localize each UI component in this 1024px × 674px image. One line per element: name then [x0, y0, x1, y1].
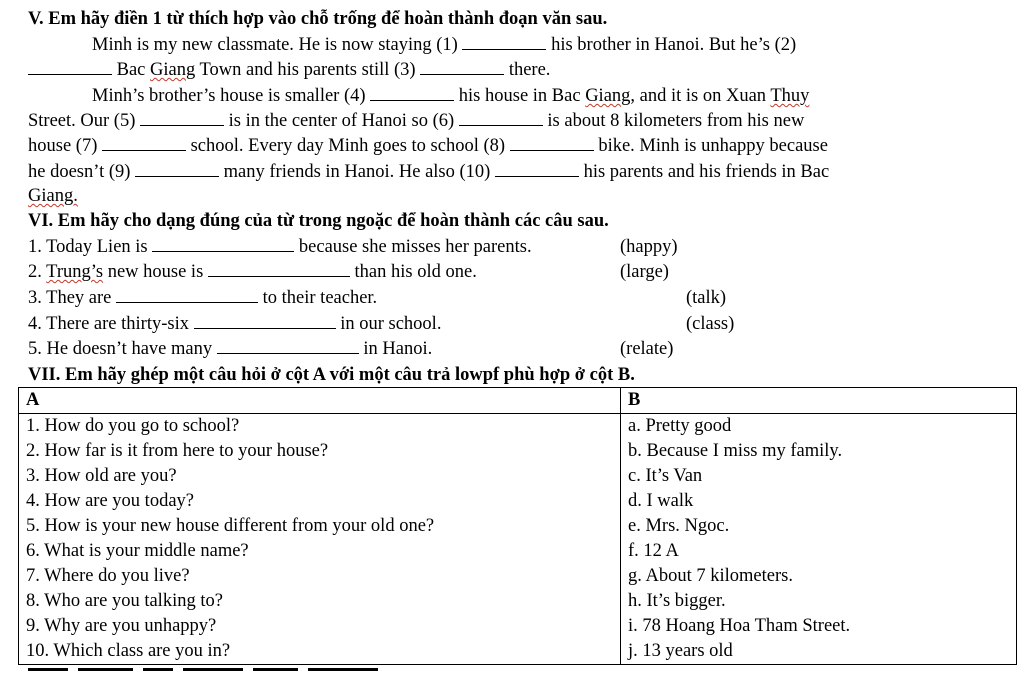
- word-hint-2: (large): [620, 262, 669, 282]
- paragraph-line-6: [28, 160, 829, 184]
- table-row: [19, 639, 1017, 665]
- question-cell: 3. How old are you?: [19, 464, 621, 489]
- table-row: [19, 589, 1017, 614]
- table-row: [19, 439, 1017, 464]
- answer-cell: j. 13 years old: [621, 639, 1017, 665]
- text: Giang: [150, 60, 196, 80]
- text: Minh’s brother’s house is smaller (4): [92, 86, 366, 106]
- text: 1. Today Lien is: [28, 237, 148, 257]
- text: 3. They are: [28, 288, 112, 308]
- blank-10[interactable]: [495, 160, 579, 177]
- text: is in the center of Hanoi so (6): [228, 111, 455, 131]
- table-row: [19, 564, 1017, 589]
- table-row: [19, 464, 1017, 489]
- paragraph-line-4: [28, 109, 804, 133]
- text: Minh is my new classmate. He is now staying (1): [92, 35, 458, 55]
- text: to their teacher.: [262, 288, 378, 308]
- table-row: [19, 414, 1017, 440]
- answer-cell: d. I walk: [621, 489, 1017, 514]
- paragraph-line-1: [92, 33, 796, 57]
- word-hint-4: (class): [686, 314, 735, 334]
- answer-blank-1[interactable]: [152, 235, 294, 252]
- answer-cell: g. About 7 kilometers.: [621, 564, 1017, 589]
- section-5-title: V. Em hãy điền 1 từ thích hợp vào chỗ trống để hoàn thành đoạn văn sau.: [28, 9, 608, 29]
- text: his house in Bac: [458, 86, 586, 106]
- word-hint-1: (happy): [620, 237, 678, 257]
- text: new house is: [103, 262, 204, 282]
- answer-blank-5[interactable]: [217, 337, 359, 354]
- answer-cell: e. Mrs. Ngoc.: [621, 514, 1017, 539]
- text: his parents and his friends in Bac: [583, 162, 830, 182]
- question-cell: 7. Where do you live?: [19, 564, 621, 589]
- answer-cell: a. Pretty good: [621, 414, 1017, 440]
- text: he doesn’t (9): [28, 162, 131, 182]
- text: Trung’s: [46, 262, 104, 282]
- question-cell: 1. How do you go to school?: [19, 414, 621, 440]
- text: Giang: [585, 86, 631, 106]
- blank-6[interactable]: [459, 109, 543, 126]
- word-hint-3: (talk): [686, 288, 727, 308]
- table-row: [19, 614, 1017, 639]
- column-a-header: A: [19, 388, 621, 414]
- blank-3[interactable]: [420, 58, 504, 75]
- matching-table: [18, 387, 1017, 665]
- blank-8[interactable]: [510, 134, 594, 151]
- text: is about 8 kilometers from his new: [547, 111, 805, 131]
- column-b-header: B: [621, 388, 1017, 414]
- text: 2.: [28, 262, 47, 282]
- text: 4. There are thirty-six: [28, 314, 189, 334]
- text: many friends in Hanoi. He also (10): [223, 162, 491, 182]
- question-cell: 5. How is your new house different from your old one?: [19, 514, 621, 539]
- blank-5[interactable]: [140, 109, 224, 126]
- paragraph-line-3: [92, 84, 809, 108]
- question-cell: 4. How are you today?: [19, 489, 621, 514]
- answer-cell: f. 12 A: [621, 539, 1017, 564]
- text: school. Every day Minh goes to school (8): [190, 136, 506, 156]
- section-6-title: VI. Em hãy cho dạng đúng của từ trong ngoặc để hoàn thành các câu sau.: [28, 211, 609, 231]
- text: Street. Our (5): [28, 111, 136, 131]
- blank-2[interactable]: [28, 58, 112, 75]
- text: bike. Minh is unhappy because: [598, 136, 828, 156]
- cut-off-next-line: [28, 668, 428, 674]
- text: , and it is on Xuan: [630, 86, 771, 106]
- text: in our school.: [340, 314, 442, 334]
- text: his brother in Hanoi. But he’s (2): [551, 35, 797, 55]
- paragraph-line-2: [28, 58, 550, 82]
- question-cell: 6. What is your middle name?: [19, 539, 621, 564]
- table-row: [19, 489, 1017, 514]
- exercise-item-3: [28, 286, 377, 310]
- question-cell: 2. How far is it from here to your house?: [19, 439, 621, 464]
- table-row: [19, 514, 1017, 539]
- question-cell: 10. Which class are you in?: [19, 639, 621, 665]
- question-cell: 9. Why are you unhappy?: [19, 614, 621, 639]
- answer-blank-3[interactable]: [116, 286, 258, 303]
- answer-blank-2[interactable]: [208, 260, 350, 277]
- table-header-row: [19, 388, 1017, 414]
- blank-4[interactable]: [370, 84, 454, 101]
- answer-cell: i. 78 Hoang Hoa Tham Street.: [621, 614, 1017, 639]
- blank-9[interactable]: [135, 160, 219, 177]
- text: Thuy: [770, 86, 810, 106]
- exercise-item-5: [28, 337, 432, 361]
- paragraph-line-5: [28, 134, 828, 158]
- text: in Hanoi.: [363, 339, 433, 359]
- exercise-item-2: [28, 260, 477, 284]
- exercise-item-1: [28, 235, 532, 259]
- text: house (7): [28, 136, 98, 156]
- text: because she misses her parents.: [298, 237, 532, 257]
- blank-7[interactable]: [102, 134, 186, 151]
- section-7-title: VII. Em hãy ghép một câu hỏi ở cột A với một câu trả lowpf phù hợp ở cột B.: [28, 365, 635, 385]
- word-hint-5: (relate): [620, 339, 674, 359]
- question-cell: 8. Who are you talking to?: [19, 589, 621, 614]
- answer-cell: c. It’s Van: [621, 464, 1017, 489]
- answer-cell: b. Because I miss my family.: [621, 439, 1017, 464]
- text: Town and his parents still (3): [195, 60, 416, 80]
- exercise-item-4: [28, 312, 441, 336]
- text: Bac: [116, 60, 151, 80]
- text: than his old one.: [354, 262, 477, 282]
- table-row: [19, 539, 1017, 564]
- answer-blank-4[interactable]: [194, 312, 336, 329]
- blank-1[interactable]: [462, 33, 546, 50]
- text: 5. He doesn’t have many: [28, 339, 213, 359]
- paragraph-line-7: Giang.: [28, 186, 78, 206]
- answer-cell: h. It’s bigger.: [621, 589, 1017, 614]
- text: there.: [508, 60, 551, 80]
